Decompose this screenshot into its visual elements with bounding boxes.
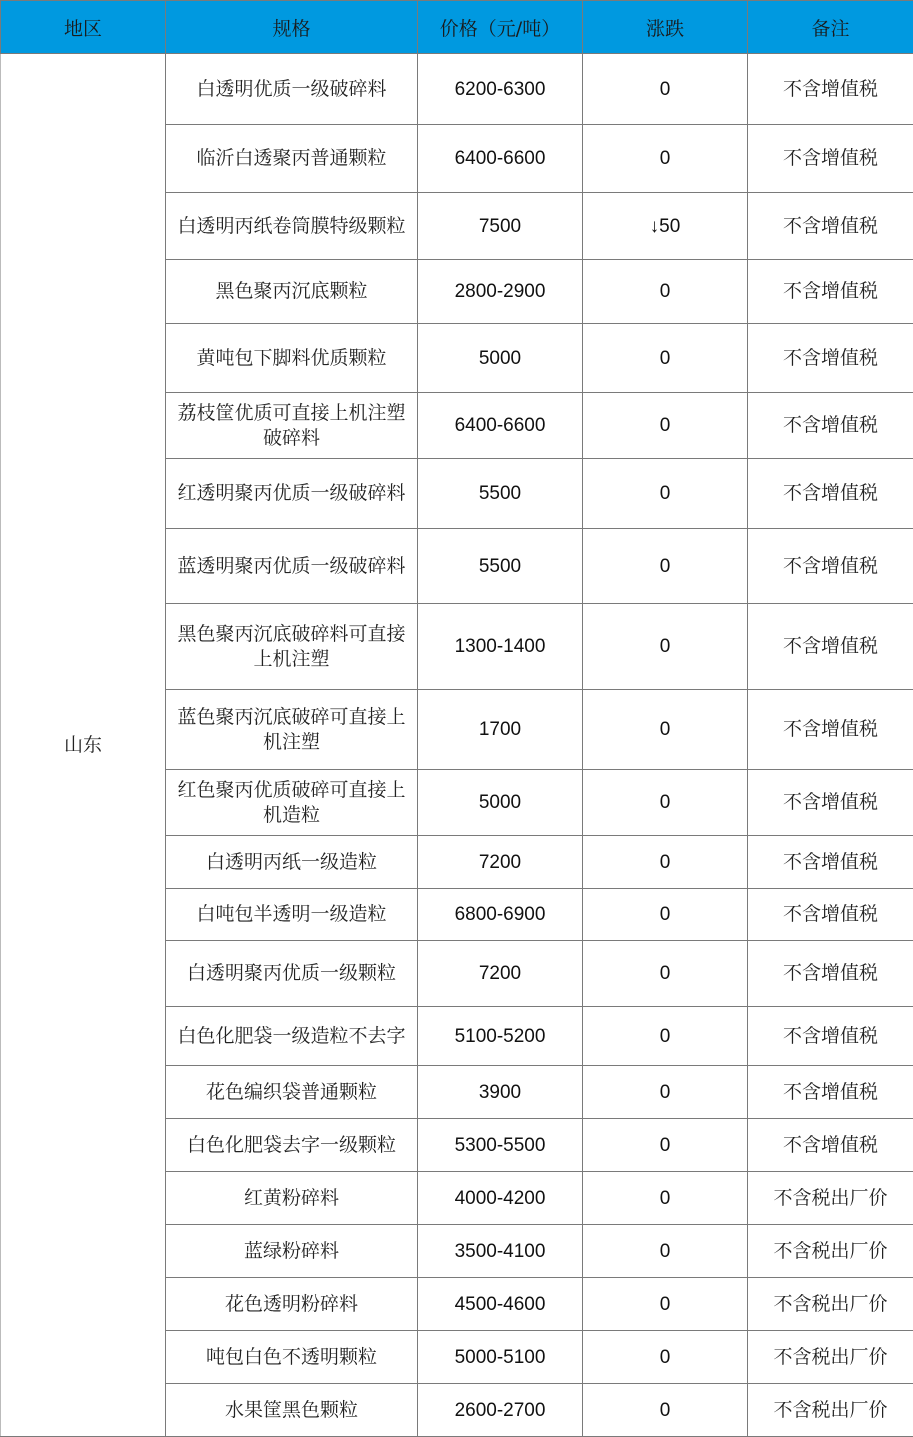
change-cell: 0: [583, 1007, 748, 1066]
note-cell: 不含增值税: [748, 770, 913, 836]
table-header-row: [1, 1, 913, 54]
price-cell: 5000-5100: [418, 1331, 583, 1384]
change-cell: 0: [583, 393, 748, 459]
note-cell: 不含税出厂价: [748, 1278, 913, 1331]
header-change: 涨跌: [583, 1, 748, 54]
note-cell: 不含增值税: [748, 1119, 913, 1172]
price-cell: 1300-1400: [418, 604, 583, 690]
price-cell: 5000: [418, 324, 583, 393]
price-cell: 1700: [418, 690, 583, 770]
note-cell: 不含增值税: [748, 393, 913, 459]
note-cell: 不含税出厂价: [748, 1331, 913, 1384]
note-cell: 不含税出厂价: [748, 1225, 913, 1278]
spec-cell: 花色透明粉碎料: [166, 1278, 418, 1331]
spec-cell: 白吨包半透明一级造粒: [166, 889, 418, 941]
note-cell: 不含增值税: [748, 193, 913, 260]
note-cell: 不含增值税: [748, 459, 913, 529]
price-cell: 3900: [418, 1066, 583, 1119]
change-cell: 0: [583, 770, 748, 836]
change-cell: 0: [583, 260, 748, 324]
note-cell: 不含税出厂价: [748, 1384, 913, 1437]
change-cell: 0: [583, 690, 748, 770]
price-cell: 5500: [418, 529, 583, 604]
price-cell: 2600-2700: [418, 1384, 583, 1437]
spec-cell: 黑色聚丙沉底破碎料可直接上机注塑: [166, 604, 418, 690]
header-spec: 规格: [166, 1, 418, 54]
note-cell: 不含增值税: [748, 529, 913, 604]
note-cell: 不含增值税: [748, 1066, 913, 1119]
region-cell: 山东: [1, 54, 166, 1437]
spec-cell: 黄吨包下脚料优质颗粒: [166, 324, 418, 393]
price-cell: 5500: [418, 459, 583, 529]
spec-cell: 白透明聚丙优质一级颗粒: [166, 941, 418, 1007]
price-cell: 7200: [418, 941, 583, 1007]
change-cell: 0: [583, 604, 748, 690]
header-price: 价格（元/吨）: [418, 1, 583, 54]
spec-cell: 白透明丙纸一级造粒: [166, 836, 418, 889]
price-cell: 6400-6600: [418, 125, 583, 193]
price-cell: 7200: [418, 836, 583, 889]
spec-cell: 红黄粉碎料: [166, 1172, 418, 1225]
note-cell: 不含增值税: [748, 260, 913, 324]
price-cell: 3500-4100: [418, 1225, 583, 1278]
spec-cell: 荔枝筐优质可直接上机注塑破碎料: [166, 393, 418, 459]
note-cell: 不含增值税: [748, 604, 913, 690]
note-cell: 不含增值税: [748, 690, 913, 770]
spec-cell: 红透明聚丙优质一级破碎料: [166, 459, 418, 529]
spec-cell: 白透明丙纸卷筒膜特级颗粒: [166, 193, 418, 260]
change-cell: 0: [583, 1331, 748, 1384]
change-cell: 0: [583, 1119, 748, 1172]
spec-cell: 蓝色聚丙沉底破碎可直接上机注塑: [166, 690, 418, 770]
spec-cell: 红色聚丙优质破碎可直接上机造粒: [166, 770, 418, 836]
change-cell: 0: [583, 529, 748, 604]
price-cell: 6200-6300: [418, 54, 583, 125]
price-cell: 5100-5200: [418, 1007, 583, 1066]
spec-cell: 水果筐黑色颗粒: [166, 1384, 418, 1437]
spec-cell: 白透明优质一级破碎料: [166, 54, 418, 125]
note-cell: 不含增值税: [748, 324, 913, 393]
note-cell: 不含增值税: [748, 889, 913, 941]
change-cell: 0: [583, 54, 748, 125]
spec-cell: 花色编织袋普通颗粒: [166, 1066, 418, 1119]
price-cell: 2800-2900: [418, 260, 583, 324]
price-cell: 4500-4600: [418, 1278, 583, 1331]
table-row: [1, 54, 913, 125]
change-cell: 0: [583, 889, 748, 941]
price-cell: 5300-5500: [418, 1119, 583, 1172]
note-cell: 不含增值税: [748, 1007, 913, 1066]
change-cell: 0: [583, 324, 748, 393]
price-cell: 4000-4200: [418, 1172, 583, 1225]
change-cell: 0: [583, 1278, 748, 1331]
change-cell: 0: [583, 125, 748, 193]
change-cell: 0: [583, 459, 748, 529]
change-cell: ↓50: [583, 193, 748, 260]
spec-cell: 白色化肥袋一级造粒不去字: [166, 1007, 418, 1066]
note-cell: 不含增值税: [748, 54, 913, 125]
table-body: [1, 54, 913, 1437]
header-region: 地区: [1, 1, 166, 54]
spec-cell: 黑色聚丙沉底颗粒: [166, 260, 418, 324]
header-note: 备注: [748, 1, 913, 54]
change-cell: 0: [583, 1384, 748, 1437]
note-cell: 不含增值税: [748, 836, 913, 889]
spec-cell: 吨包白色不透明颗粒: [166, 1331, 418, 1384]
note-cell: 不含增值税: [748, 125, 913, 193]
note-cell: 不含增值税: [748, 941, 913, 1007]
change-cell: 0: [583, 836, 748, 889]
change-cell: 0: [583, 1172, 748, 1225]
spec-cell: 蓝透明聚丙优质一级破碎料: [166, 529, 418, 604]
price-cell: 7500: [418, 193, 583, 260]
spec-cell: 临沂白透聚丙普通颗粒: [166, 125, 418, 193]
spec-cell: 白色化肥袋去字一级颗粒: [166, 1119, 418, 1172]
change-cell: 0: [583, 1066, 748, 1119]
price-cell: 6800-6900: [418, 889, 583, 941]
change-cell: 0: [583, 941, 748, 1007]
change-cell: 0: [583, 1225, 748, 1278]
price-cell: 6400-6600: [418, 393, 583, 459]
spec-cell: 蓝绿粉碎料: [166, 1225, 418, 1278]
note-cell: 不含税出厂价: [748, 1172, 913, 1225]
price-cell: 5000: [418, 770, 583, 836]
